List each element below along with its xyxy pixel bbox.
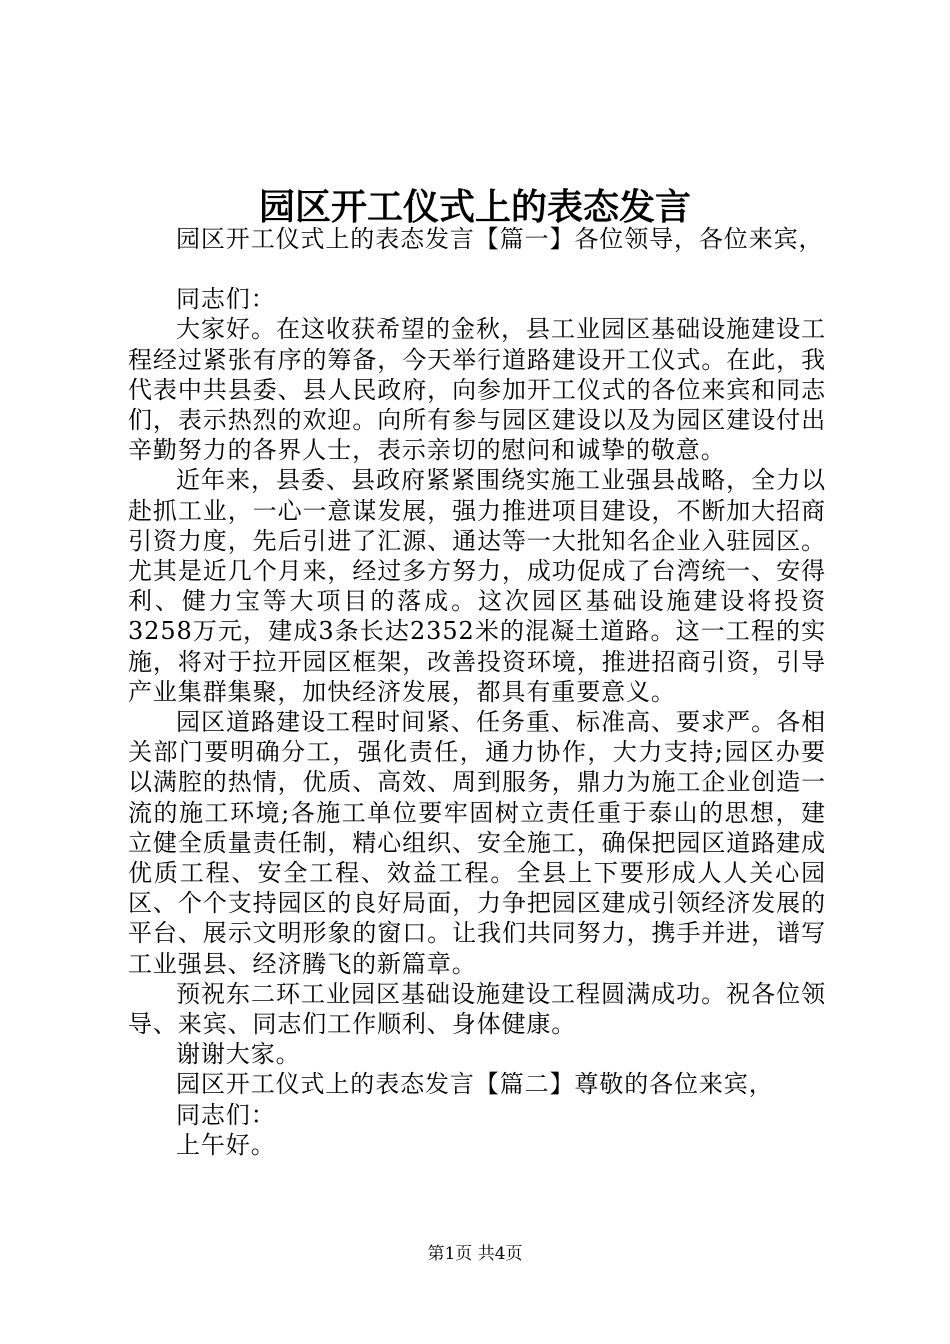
paragraph-thanks: 谢谢大家。 bbox=[176, 1040, 301, 1069]
paragraph-background: 近年来，县委、县政府紧紧围绕实施工业强县战略，全力以赴抓工业，一心一意谋发展，强力推进项目建设，不断加大招商引资力度，先后引进了汇源、通达等一大批知名企业入驻园区。尤其是近几个月来，经过多方努力，成功促成了台湾统一、安得利、健力宝等大项目的落成。这次园区基础设施建设将投资3258万元，建成3条长达2352米的混凝土道路。这一工程的实施，将对于拉开园区框架，改善投资环境，推进招商引资，引导产业集群集聚，加快经济发展，都具有重要意义。 bbox=[128, 466, 826, 706]
paragraph-morning-greeting: 上午好。 bbox=[176, 1130, 276, 1159]
document-body bbox=[128, 224, 826, 1160]
paragraph-section-two: 园区开工仪式上的表态发言【篇二】尊敬的各位来宾， bbox=[176, 1070, 774, 1099]
paragraph-requirements: 园区道路建设工程时间紧、任务重、标准高、要求严。各相关部门要明确分工，强化责任，通力协作，大力支持;园区办要以满腔的热情，优质、高效、周到服务，鼎力为施工企业创造一流的施工环境;各施工单位要牢固树立责任重于泰山的思想，建立健全质量责任制，精心组织、安全施工，确保把园区道路建成优质工程、安全工程、效益工程。全县上下要形成人人关心园区、个个支持园区的良好局面，力争把园区建成引领经济发展的平台、展示文明形象的窗口。让我们共同努力，携手并进，谱写工业强县、经济腾飞的新篇章。 bbox=[128, 708, 826, 978]
paragraph-salutation-two: 同志们： bbox=[176, 1100, 276, 1129]
paragraph-wishes: 预祝东二环工业园区基础设施建设工程圆满成功。祝各位领导、来宾、同志们工作顺利、身体健康。 bbox=[128, 979, 826, 1039]
document-title: 园区开工仪式上的表态发言 bbox=[258, 187, 691, 228]
paragraph-intro: 园区开工仪式上的表态发言【篇一】各位领导，各位来宾， bbox=[176, 225, 824, 253]
page-number-footer: 第1页 共4页 bbox=[427, 1244, 523, 1264]
paragraph-greeting: 大家好。在这收获希望的金秋，县工业园区基础设施建设工程经过紧张有序的筹备，今天举行道路建设开工仪式。在此，我代表中共县委、县人民政府，向参加开工仪式的各位来宾和同志们，表示热烈的欢迎。向所有参与园区建设以及为园区建设付出辛勤努力的各界人士，表示亲切的慰问和诚挚的敬意。 bbox=[128, 315, 826, 465]
paragraph-salutation: 同志们： bbox=[176, 285, 276, 314]
